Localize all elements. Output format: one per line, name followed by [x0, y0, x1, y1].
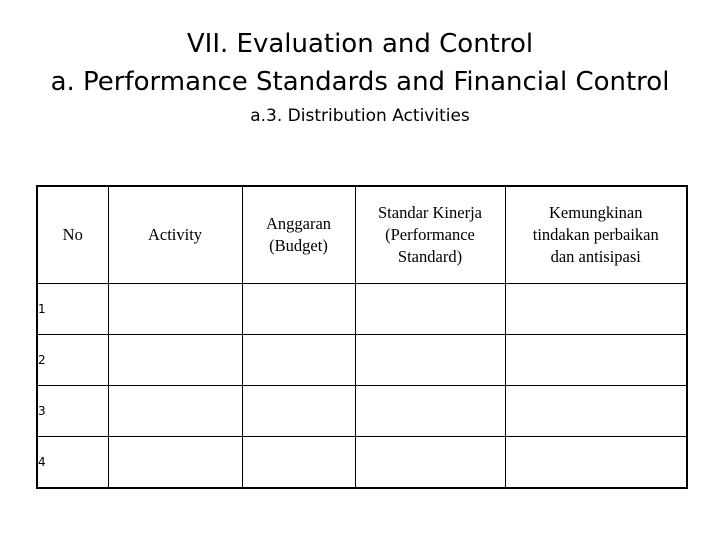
corrective-cell — [505, 437, 687, 489]
performance-cell — [355, 437, 505, 489]
activity-cell — [108, 284, 242, 335]
header-activity-line: Activity — [147, 225, 203, 244]
performance-cell — [355, 386, 505, 437]
distribution-activities-table — [36, 185, 688, 489]
performance-cell — [355, 284, 505, 335]
row-number-cell: 3 — [37, 386, 108, 437]
row-number-cell: 4 — [37, 437, 108, 489]
budget-cell — [242, 386, 355, 437]
budget-cell — [242, 335, 355, 386]
header-budget-line-1: Anggaran — [265, 214, 332, 233]
header-no-line: No — [62, 225, 83, 244]
activity-cell — [108, 335, 242, 386]
header-budget-line-2: (Budget) — [269, 236, 328, 255]
header-activity — [108, 186, 242, 284]
header-corrective-line-2: tindakan perbaikan — [532, 225, 659, 244]
header-performance-line-3: Standard) — [397, 247, 463, 266]
table-row — [37, 386, 687, 437]
row-number-cell: 2 — [37, 335, 108, 386]
table-row — [37, 335, 687, 386]
activity-cell — [108, 437, 242, 489]
table-row — [37, 437, 687, 489]
corrective-cell — [505, 335, 687, 386]
header-performance-line-1: Standar Kinerja — [377, 203, 482, 222]
row-number-cell: 1 — [37, 284, 108, 335]
header-corrective-line-3: dan antisipasi — [550, 247, 641, 266]
slide-title-line-1: VII. Evaluation and Control — [186, 29, 534, 59]
header-corrective-action — [505, 186, 687, 284]
performance-cell — [355, 335, 505, 386]
table-header-row — [37, 186, 687, 284]
table-row — [37, 284, 687, 335]
header-performance-line-2: (Performance — [385, 225, 475, 244]
header-performance-standard — [355, 186, 505, 284]
header-budget — [242, 186, 355, 284]
corrective-cell — [505, 386, 687, 437]
slide-title-line-2: a. Performance Standards and Financial Control — [50, 67, 670, 97]
slide-subtitle: a.3. Distribution Activities — [250, 106, 470, 126]
header-no — [37, 186, 108, 284]
budget-cell — [242, 437, 355, 489]
corrective-cell — [505, 284, 687, 335]
activity-cell — [108, 386, 242, 437]
budget-cell — [242, 284, 355, 335]
header-corrective-line-1: Kemungkinan — [549, 203, 643, 222]
